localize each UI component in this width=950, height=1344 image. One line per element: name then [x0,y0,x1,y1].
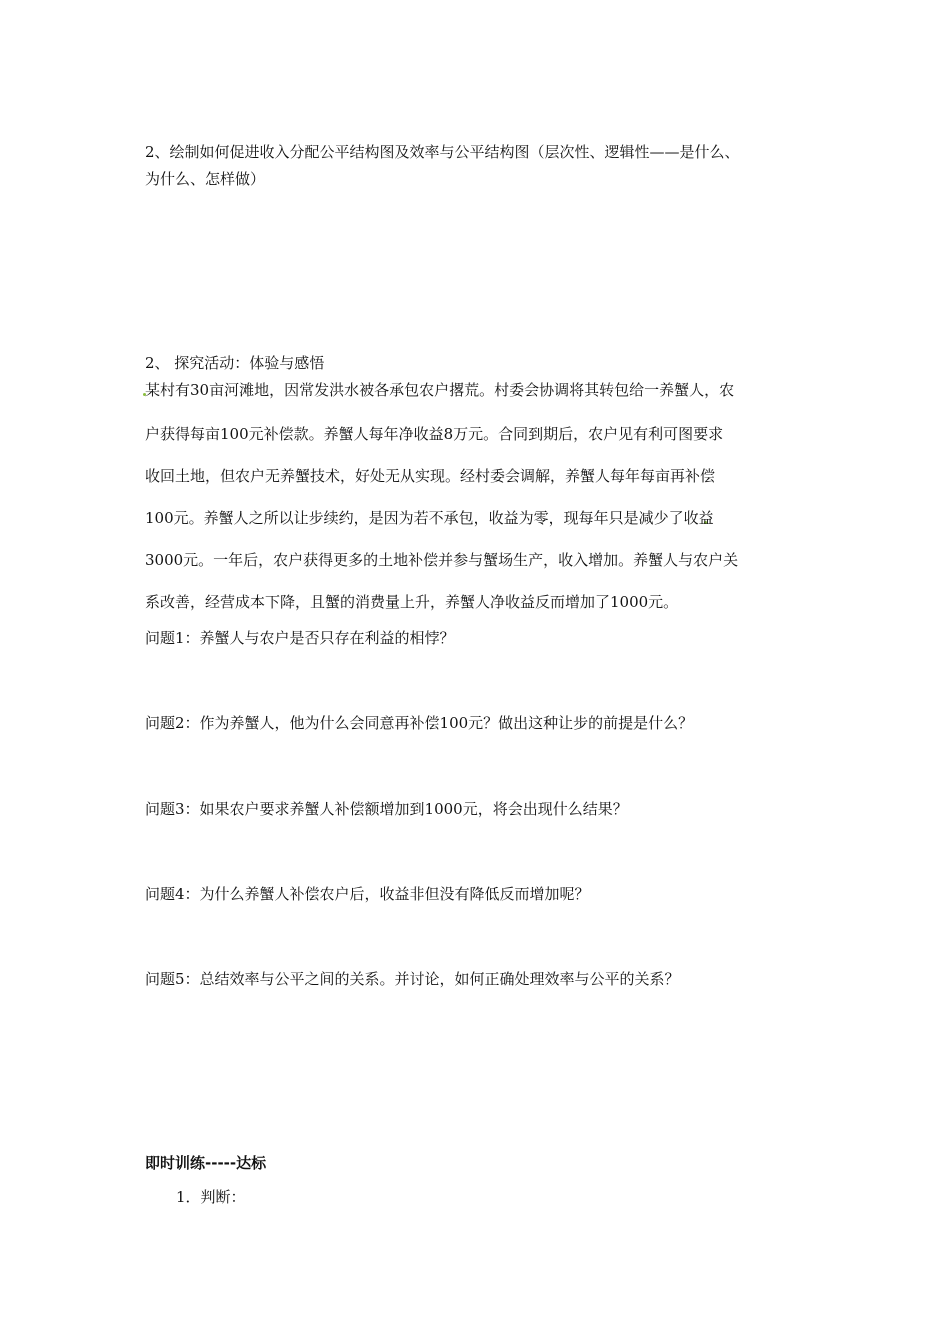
training-item-1: 1．判断： [176,1188,246,1206]
training-heading: 即时训练-----达标 [145,1154,267,1172]
question-2: 问题2：作为养蟹人，他为什么会同意再补偿100元？做出这种让步的前提是什么？ [145,714,694,732]
paragraph-line-2: 户获得每亩100元补偿款。养蟹人每年净收益8万元。合同到期后，农户见有利可图要求 [145,425,724,443]
question-1: 问题1：养蟹人与农户是否只存在利益的相悖？ [145,629,455,647]
question-5: 问题5：总结效率与公平之间的关系。并讨论，如何正确处理效率与公平的关系？ [145,970,680,988]
question-4: 问题4：为什么养蟹人补偿农户后，收益非但没有降低反而增加呢？ [145,885,590,903]
paragraph-line-4: 100元。养蟹人之所以让步续约，是因为若不承包，收益为零，现每年只是减少了收益 [145,509,714,527]
activity-heading: 2、 探究活动：体验与感悟 [145,354,325,372]
draw-task-line-2: 为什么、怎样做） [145,170,266,188]
question-3: 问题3：如果农户要求养蟹人补偿额增加到1000元，将会出现什么结果？ [145,800,628,818]
paragraph-line-5: 3000元。一年后，农户获得更多的土地补偿并参与蟹场生产，收入增加。养蟹人与农户关 [145,551,739,569]
paragraph-line-6: 系改善，经营成本下降，且蟹的消费量上升，养蟹人净收益反而增加了1000元。 [145,593,679,611]
paragraph-line-1: 某村有30亩河滩地，因常发洪水被各承包农户撂荒。村委会协调将其转包给一养蟹人，农 [145,381,735,399]
paragraph-line-3: 收回土地，但农户无养蟹技术，好处无从实现。经村委会调解，养蟹人每年每亩再补偿 [145,467,716,485]
draw-task-line-1: 2、绘制如何促进收入分配公平结构图及效率与公平结构图（层次性、逻辑性——是什么、 [145,143,740,161]
